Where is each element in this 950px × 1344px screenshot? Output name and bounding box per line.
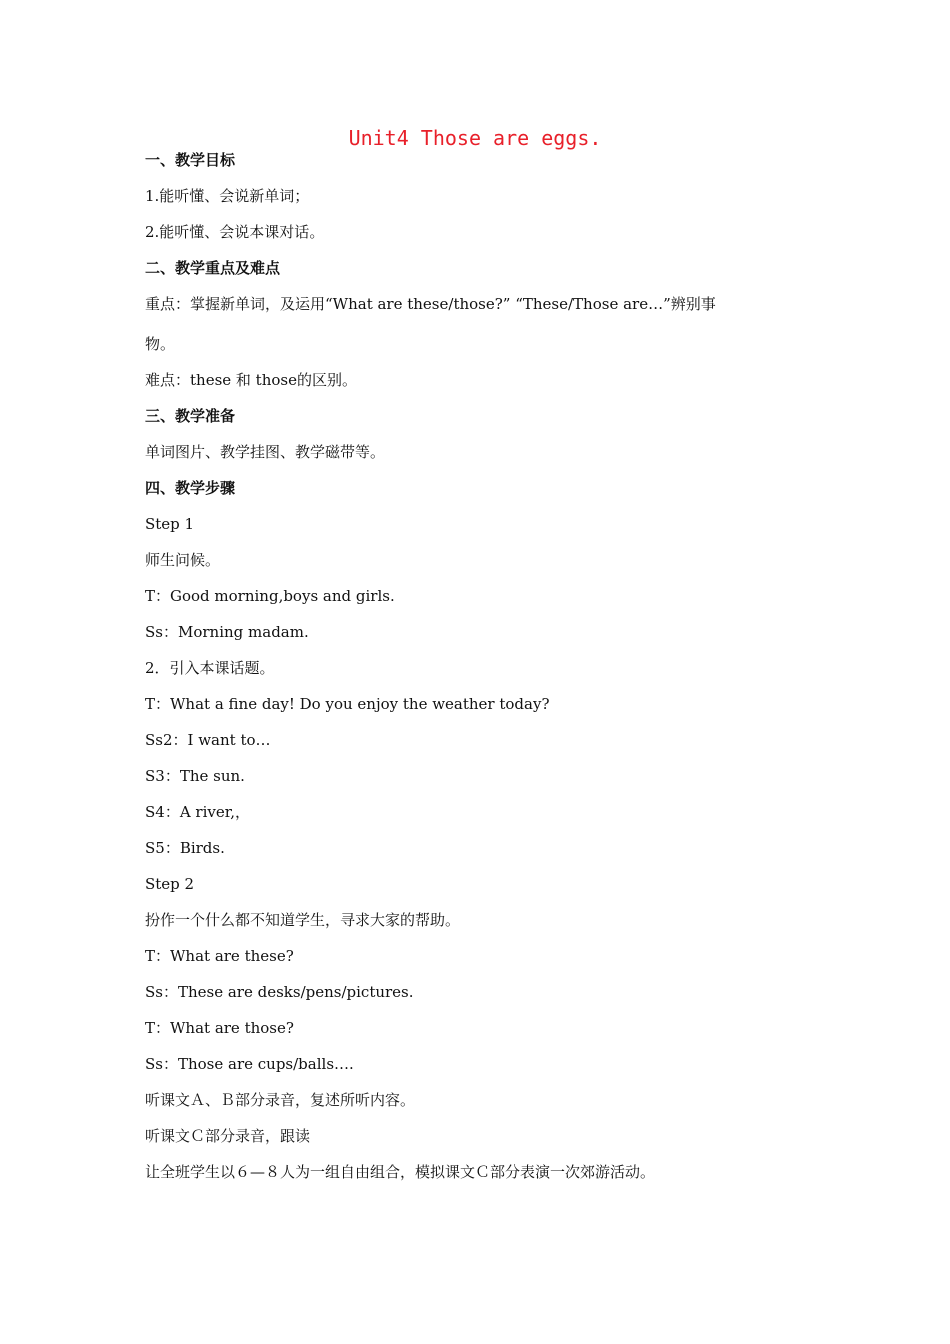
text-line: 听课文Ｃ部分录音，跟读	[145, 1127, 311, 1145]
section-heading-steps: 四、教学步骤	[145, 479, 236, 497]
objective-item-2: 2.能听懂、会说本课对话。	[145, 223, 325, 241]
dialogue-line: S5：Birds.	[145, 839, 225, 857]
dialogue-line: Ss2：I want to…	[145, 731, 271, 749]
key-point-line-continued: 物。	[145, 335, 176, 353]
dialogue-line: S4：A river,，	[145, 803, 251, 821]
key-point-line: 重点：掌握新单词，及运用“What are these/those?” “These/Those are…”辨别事	[145, 295, 716, 313]
difficult-point-line: 难点：these 和 those的区别。	[145, 371, 357, 389]
preparation-line: 单词图片、教学挂图、教学磁带等。	[145, 443, 386, 461]
dialogue-line: Ss：These are desks/pens/pictures.	[145, 983, 414, 1001]
section-heading-key-points: 二、教学重点及难点	[145, 259, 281, 277]
dialogue-line: S3：The sun.	[145, 767, 245, 785]
document-title: Unit4 Those are eggs.	[348, 126, 602, 150]
dialogue-line: T：What are those?	[145, 1019, 294, 1037]
text-line: 2．引入本课话题。	[145, 659, 275, 677]
dialogue-line: T：Good morning,boys and girls.	[145, 587, 395, 605]
section-heading-objectives: 一、教学目标	[145, 151, 236, 169]
text-line: 听课文Ａ、Ｂ部分录音，复述所听内容。	[145, 1091, 416, 1109]
text-line: 让全班学生以６—８人为一组自由组合，模拟课文Ｃ部分表演一次郊游活动。	[145, 1163, 656, 1181]
dialogue-line: T：What are these?	[145, 947, 294, 965]
objective-item-1: 1.能听懂、会说新单词；	[145, 187, 310, 205]
dialogue-line: Ss：Those are cups/balls….	[145, 1055, 354, 1073]
dialogue-line: T：What a fine day! Do you enjoy the weather today?	[145, 695, 550, 713]
section-heading-preparation: 三、教学准备	[145, 407, 236, 425]
text-line: 扮作一个什么都不知道学生，寻求大家的帮助。	[145, 911, 461, 929]
dialogue-line: Ss：Morning madam.	[145, 623, 309, 641]
text-line: 师生问候。	[145, 551, 221, 569]
document-body	[145, 150, 825, 1198]
step-label: Step 1	[145, 515, 195, 533]
step-label: Step 2	[145, 875, 195, 893]
